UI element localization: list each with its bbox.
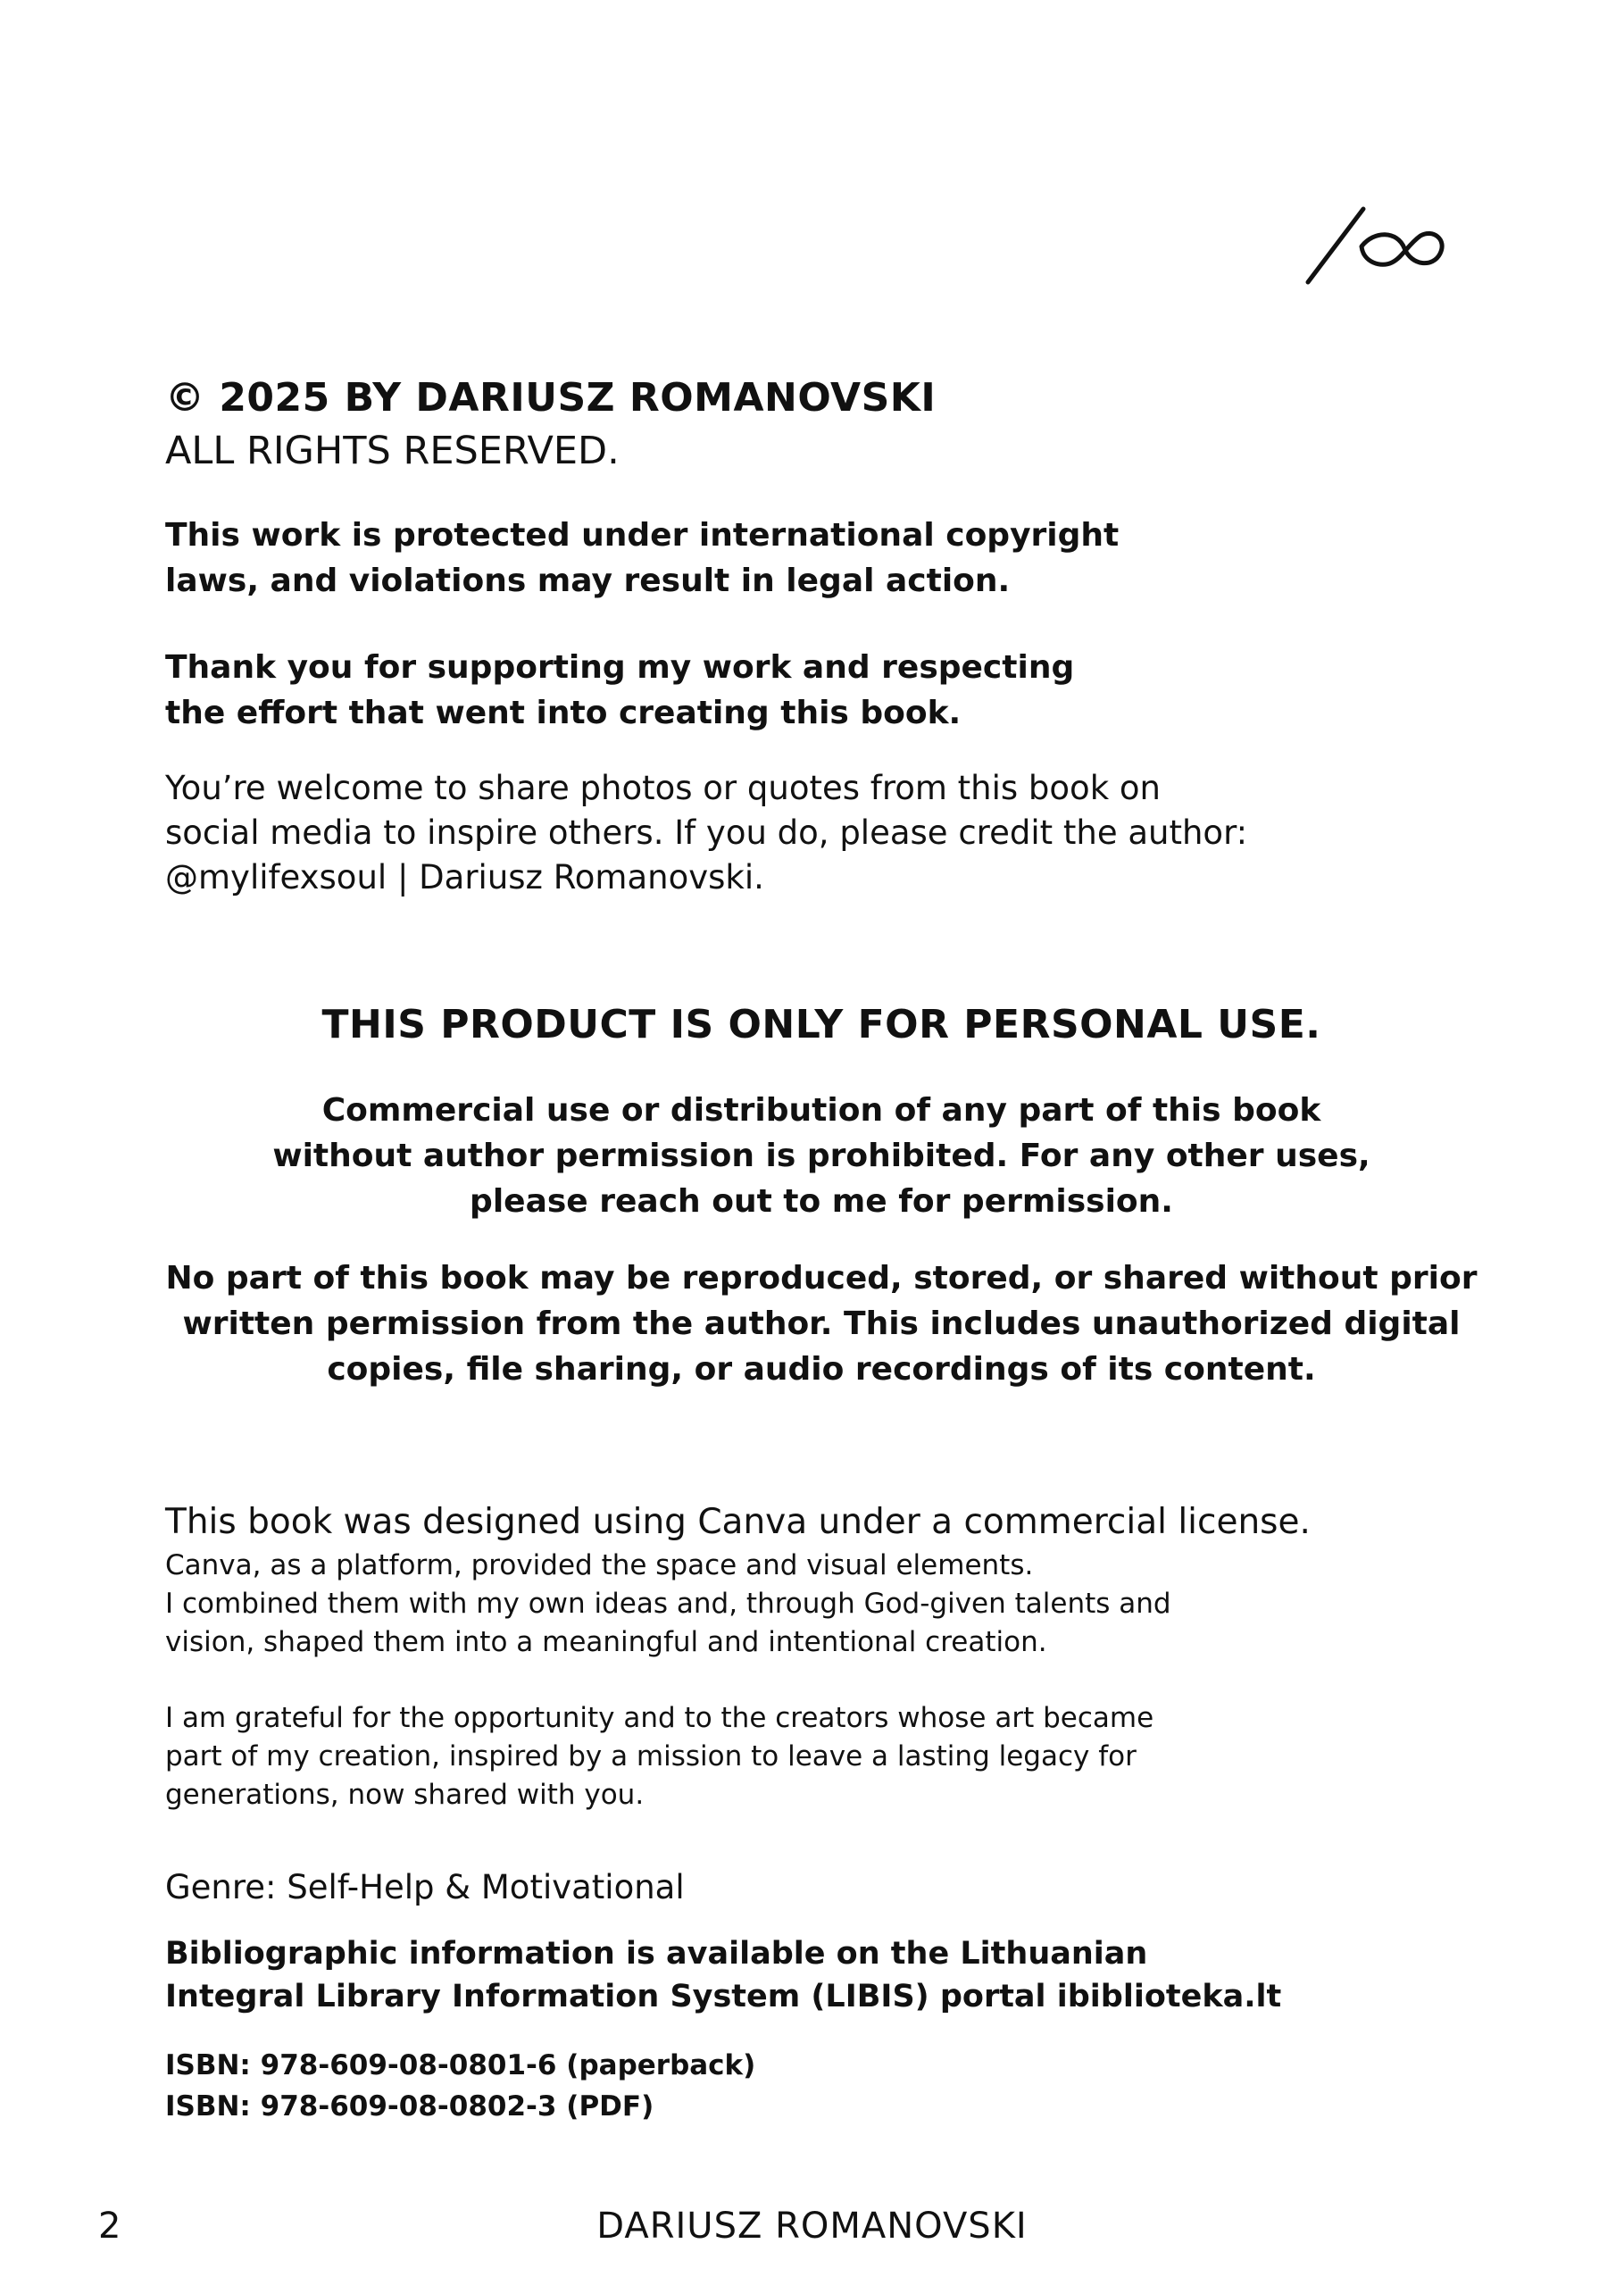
footer-author: DARIUSZ ROMANOVSKI [596,2206,1028,2247]
text-line: I combined them with my own ideas and, through God-given talents and [165,1588,1171,1620]
isbn-pdf: ISBN: 978-609-08-0802-3 (PDF) [165,2090,654,2123]
isbn-paperback: ISBN: 978-609-08-0801-6 (paperback) [165,2049,756,2081]
thanks-paragraph [165,645,1074,736]
canva-license-heading: This book was designed using Canva under a commercial license. [165,1502,1311,1542]
canva-paragraph [165,1547,1171,1662]
grateful-paragraph [165,1699,1153,1814]
genre-line: Genre: Self-Help & Motivational [165,1868,685,1906]
text-line: Integral Library Information System (LIBIS) portal ibiblioteka.lt [165,1979,1282,2014]
text-line: social media to inspire others. If you do, please credit the author: [165,813,1248,852]
bibliographic-paragraph [165,1932,1281,2018]
protection-paragraph [165,513,1119,604]
slash-infinity-signature-icon [1299,204,1460,293]
text-line: This work is protected under international copyright [165,517,1120,554]
text-line: I am grateful for the opportunity and to the creators whose art became [165,1702,1154,1734]
personal-use-heading: THIS PRODUCT IS ONLY FOR PERSONAL USE. [321,1002,1321,1047]
text-line: written permission from the author. This includes unauthorized digital [182,1305,1461,1342]
text-line: laws, and violations may result in legal action. [165,563,1011,599]
text-line: Bibliographic information is available on the Lithuanian [165,1936,1148,1972]
text-line: the effort that went into creating this book. [165,695,962,731]
text-line: copies, file sharing, or audio recordings of its content. [327,1351,1316,1388]
text-line: @mylifexsoul | Dariusz Romanovski. [165,858,764,897]
text-line: Thank you for supporting my work and respecting [165,649,1075,686]
text-line: No part of this book may be reproduced, stored, or shared without prior [165,1260,1478,1297]
sharing-paragraph [165,766,1247,900]
text-line: vision, shaped them into a meaningful and intentional creation. [165,1626,1047,1658]
text-line: Canva, as a platform, provided the space and visual elements. [165,1549,1034,1581]
copyright-line: © 2025 BY DARIUSZ ROMANOVSKI [165,375,937,421]
text-line: Commercial use or distribution of any part of this book [321,1092,1321,1129]
page-number: 2 [98,2206,121,2247]
commercial-use-paragraph [107,1088,1536,1224]
text-line: You’re welcome to share photos or quotes from this book on [165,769,1161,807]
rights-reserved: ALL RIGHTS RESERVED. [165,429,620,473]
text-line: please reach out to me for permission. [470,1183,1173,1220]
text-line: generations, now shared with you. [165,1779,645,1811]
isbn-block [165,2045,755,2127]
reproduction-paragraph [107,1255,1536,1392]
text-line: without author permission is prohibited. For any other uses, [272,1138,1370,1174]
text-line: part of my creation, inspired by a mission to leave a lasting legacy for [165,1740,1137,1772]
